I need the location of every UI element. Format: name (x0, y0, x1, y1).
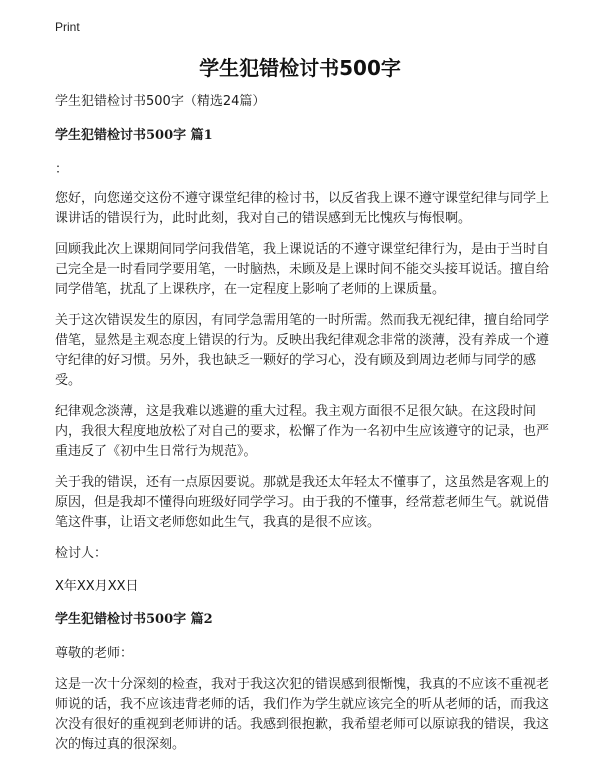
section1-paragraph-2: 回顾我此次上课期间同学问我借笔，我上课说话的不遵守课堂纪律行为，是由于当时自己完全是一时看同学要用笔，一时脑热，未顾及是上课时间不能交头接耳说话。擅自给同学借笔，扰乱了上课秩序，在一定程度上影响了老师的上课质量。 (55, 242, 550, 297)
document-subtitle: 学生犯错检讨书500字（精选24篇） (55, 94, 266, 109)
print-link[interactable]: Print (55, 20, 80, 34)
section1-paragraph-5: 关于我的错误，还有一点原因要说。那就是我还太年轻太不懂事了，这虽然是客观上的原因，但是我却不懂得向班级好同学学习。由于我的不懂事，经常惹老师生气。就说借笔这件事，让语文老师您如此生气，我真的是很不应该。 (55, 475, 550, 530)
signer-label: 检讨人： (55, 546, 108, 561)
section-heading-1: 学生犯错检讨书500字 篇1 (55, 128, 213, 143)
section-heading-2: 学生犯错检讨书500字 篇2 (55, 612, 213, 627)
section1-paragraph-3: 关于这次错误发生的原因，有同学急需用笔的一时所需。然而我无视纪律，擅自给同学借笔，显然是主观态度上错误的行为。反映出我纪律观念非常的淡薄，没有养成一个遵守纪律的好习惯。另外，我也缺乏一颗好的学习心，没有顾及到周边老师与同学的感受。 (55, 313, 550, 388)
section1-paragraph-4: 纪律观念淡薄，这是我难以逃避的重大过程。我主观方面很不足很欠缺。在这段时间内，我很大程度地放松了对自己的要求，松懈了作为一名初中生应该遵守的记录，也严重违反了《初中生日常行为规范》。 (55, 404, 550, 459)
section1-paragraph-1: 您好，向您递交这份不遵守课堂纪律的检讨书，以反省我上课不遵守课堂纪律与同学上课讲话的错误行为，此时此刻，我对自己的错误感到无比愧疚与悔恨啊。 (55, 191, 550, 226)
document-title: 学生犯错检讨书500字 (199, 56, 401, 80)
salutation-mark: ： (55, 162, 69, 177)
section2-greeting: 尊敬的老师： (55, 646, 134, 661)
section2-paragraph-1: 这是一次十分深刻的检查，我对于我这次犯的错误感到很惭愧，我真的不应该不重视老师说的话，我不应该违背老师的话，我们作为学生就应该完全的听从老师的话，而我这次没有很好的重视到老师讲的话。我感到很抱歉，我希望老师可以原谅我的错误，我这次的悔过真的很深刻。 (55, 677, 550, 752)
document-body (55, 92, 555, 766)
signature-date: X年XX月XX日 (55, 579, 139, 594)
